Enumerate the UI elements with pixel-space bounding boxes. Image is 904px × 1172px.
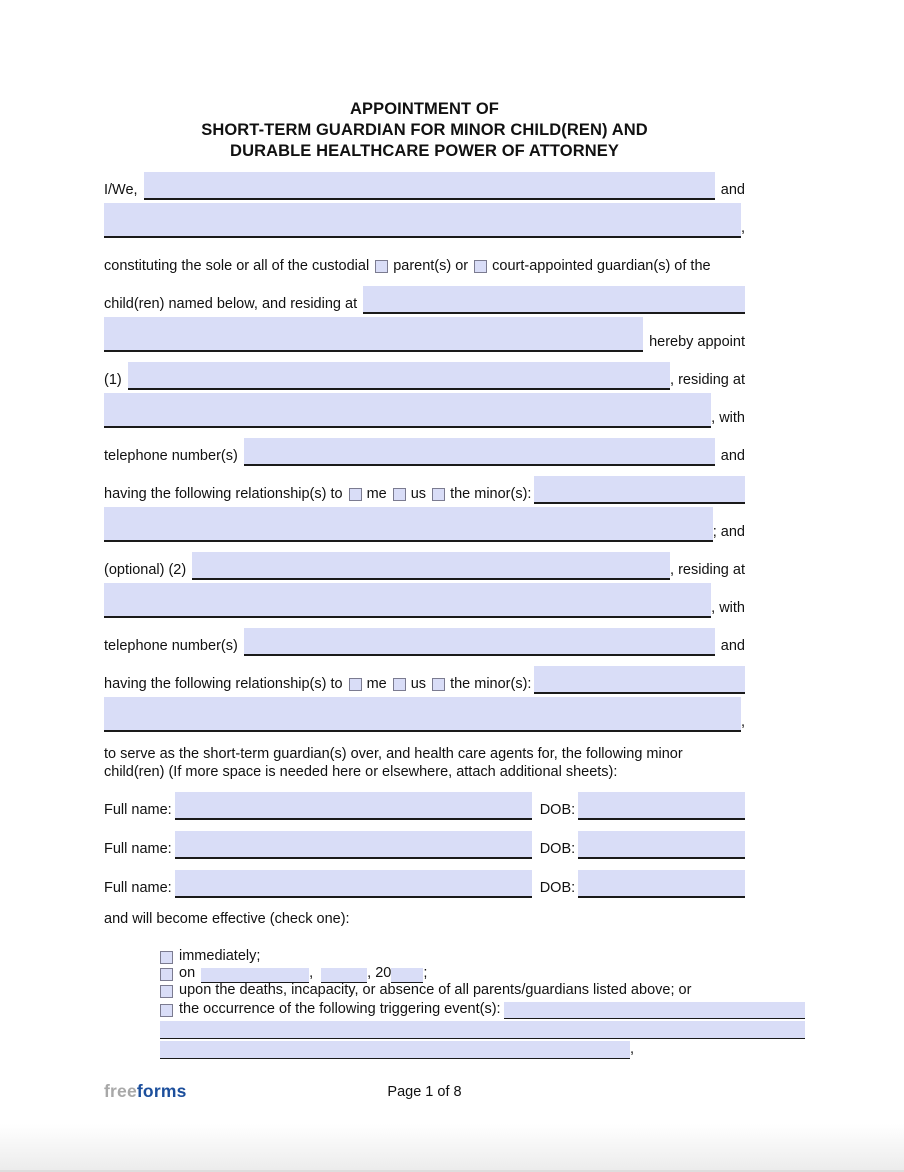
effective-deaths-checkbox[interactable]	[160, 985, 173, 998]
trigger-label: the occurrence of the following triggering event(s):	[179, 1001, 501, 1017]
guardian-2-with-label: , with	[711, 600, 745, 616]
guardian-1-phone-field[interactable]	[244, 438, 715, 466]
guardian-1-end-label: ; and	[712, 524, 745, 540]
page-indicator: Page 1 of 8	[387, 1083, 462, 1100]
triggering-event-field-1[interactable]	[504, 1002, 805, 1019]
comma-label: ,	[740, 220, 745, 236]
deaths-label: upon the deaths, incapacity, or absence of all parents/guardians listed above; or	[179, 982, 692, 998]
guardian-2-relationship-field-2[interactable]	[104, 697, 741, 732]
effective-trigger-checkbox[interactable]	[160, 1004, 173, 1017]
guardian-1-and-label: and	[720, 448, 745, 464]
guardian-1-phone-line	[104, 428, 745, 466]
guardian-1-relationship-line-2	[104, 504, 745, 542]
document-title	[104, 99, 745, 162]
guardian-1-relationship-me-checkbox[interactable]	[349, 488, 362, 501]
guardian-2-phone-line	[104, 618, 745, 656]
guardian-2-relationship-field-1[interactable]	[534, 666, 745, 694]
guardian-2-rel-us-label: us	[410, 676, 427, 692]
effective-label: and will become effective (check one):	[104, 911, 350, 927]
custodial-pre-label: constituting the sole or all of the custodial	[104, 258, 370, 274]
effective-line	[104, 909, 745, 929]
child-3-fullname-label: Full name:	[104, 880, 172, 896]
residing-pre-label: child(ren) named below, and residing at	[104, 296, 358, 312]
page-bottom-edge	[0, 1124, 904, 1172]
option-deaths	[160, 983, 805, 1000]
guardian-2-address-line	[104, 580, 745, 618]
on-20-label: , 20	[367, 965, 392, 981]
guardian-1-relationship-field-2[interactable]	[104, 507, 713, 542]
on-semicolon-label: ;	[423, 965, 428, 981]
guardian-2-rel-minors-label: the minor(s):	[450, 676, 532, 692]
guardian-1-telephone-label: telephone number(s)	[104, 448, 238, 464]
logo-free-text: free	[104, 1081, 137, 1101]
guardian-2-rel-pre-label: having the following relationship(s) to	[104, 676, 343, 692]
guardian-1-address-field[interactable]	[104, 393, 711, 428]
effective-options	[160, 949, 805, 1059]
guardian-1-relationship-field-1[interactable]	[534, 476, 745, 504]
guardian-2-number-label: (optional) (2)	[104, 562, 187, 578]
custodial-status-line	[104, 238, 745, 276]
residence-address-field-2[interactable]	[104, 317, 643, 352]
guardian-2-residing-label: , residing at	[670, 562, 745, 578]
on-label: on	[179, 965, 196, 981]
iwe-label: I/We,	[104, 182, 138, 198]
child-2-dob-label: DOB:	[539, 841, 576, 857]
guardian-2-address-field[interactable]	[104, 583, 711, 618]
guardian-1-name-line	[104, 352, 745, 390]
guardian-2-name-field[interactable]	[192, 552, 670, 580]
guardian-1-relationship-minors-checkbox[interactable]	[432, 488, 445, 501]
guardian-1-relationship-line-1	[104, 466, 745, 504]
guardian-2-relationship-us-checkbox[interactable]	[393, 678, 406, 691]
guardian-1-rel-minors-label: the minor(s):	[450, 486, 532, 502]
child-2-dob-field[interactable]	[578, 831, 745, 859]
residence-line-1	[104, 276, 745, 314]
custodial-parents-checkbox[interactable]	[375, 260, 388, 273]
and-label: and	[720, 182, 745, 198]
child-1-fullname-label: Full name:	[104, 802, 172, 818]
hereby-appoint-label: hereby appoint	[649, 334, 745, 350]
guardian-1-with-label: , with	[711, 410, 745, 426]
guardian-2-and-label: and	[720, 638, 745, 654]
guardian-2-relationship-line-2	[104, 694, 745, 732]
custodial-parents-label: parent(s) or	[393, 258, 469, 274]
guardian-1-address-line	[104, 390, 745, 428]
applicants-line-1	[104, 162, 745, 200]
trigger-continuation-1	[160, 1019, 805, 1039]
child-1-dob-label: DOB:	[539, 802, 576, 818]
option-trigger	[160, 1000, 805, 1019]
guardian-1-residing-label: , residing at	[670, 372, 745, 388]
form-content	[104, 0, 745, 1059]
trigger-continuation-2	[160, 1039, 805, 1059]
guardian-2-name-line	[104, 542, 745, 580]
child-1-dob-field[interactable]	[578, 792, 745, 820]
guardian-1-number-label: (1)	[104, 372, 122, 388]
applicants-line-2	[104, 200, 745, 238]
child-2-fullname-label: Full name:	[104, 841, 172, 857]
option-immediately	[160, 949, 805, 966]
guardian-1-rel-me-label: me	[366, 486, 387, 502]
child-2-row	[104, 820, 745, 859]
child-1-row	[104, 781, 745, 820]
title-line-3: DURABLE HEALTHCARE POWER OF ATTORNEY	[230, 142, 619, 160]
triggering-event-field-3[interactable]	[160, 1041, 630, 1059]
guardian-2-telephone-label: telephone number(s)	[104, 638, 238, 654]
child-3-row	[104, 859, 745, 898]
guardian-1-relationship-us-checkbox[interactable]	[393, 488, 406, 501]
residence-address-field-1[interactable]	[363, 286, 745, 314]
child-3-dob-field[interactable]	[578, 870, 745, 898]
applicant-1-name-field[interactable]	[144, 172, 715, 200]
guardian-2-phone-field[interactable]	[244, 628, 715, 656]
triggering-event-field-2[interactable]	[160, 1021, 805, 1039]
child-1-name-field[interactable]	[175, 792, 532, 820]
court-appointed-guardian-checkbox[interactable]	[474, 260, 487, 273]
serve-paragraph: to serve as the short-term guardian(s) over, and health care agents for, the following minor child(ren) (If more space is needed here or elsewhere, attach additional sheets):	[104, 746, 683, 780]
custodial-guardians-label: court-appointed guardian(s) of the	[492, 258, 711, 274]
guardian-2-relationship-minors-checkbox[interactable]	[432, 678, 445, 691]
effective-immediately-checkbox[interactable]	[160, 951, 173, 964]
guardian-2-rel-me-label: me	[366, 676, 387, 692]
applicant-2-name-field[interactable]	[104, 203, 741, 238]
logo-forms-text: forms	[136, 1081, 187, 1101]
on-comma-label: ,	[309, 965, 314, 981]
title-line-1: APPOINTMENT OF	[350, 100, 499, 118]
title-line-2: SHORT-TERM GUARDIAN FOR MINOR CHILD(REN) AND	[201, 121, 648, 139]
child-3-name-field[interactable]	[175, 870, 532, 898]
guardian-2-relationship-line-1	[104, 656, 745, 694]
guardian-1-rel-us-label: us	[410, 486, 427, 502]
page-footer	[104, 1081, 745, 1102]
guardian-2-end-label: ,	[740, 714, 745, 730]
effective-on-date-checkbox[interactable]	[160, 968, 173, 981]
residence-line-2	[104, 314, 745, 352]
child-3-dob-label: DOB:	[539, 880, 576, 896]
child-2-name-field[interactable]	[175, 831, 532, 859]
guardian-1-name-field[interactable]	[128, 362, 670, 390]
immediately-label: immediately;	[179, 948, 261, 964]
guardian-2-relationship-me-checkbox[interactable]	[349, 678, 362, 691]
guardian-1-rel-pre-label: having the following relationship(s) to	[104, 486, 343, 502]
trigger-end-comma-label: ,	[630, 1041, 635, 1057]
